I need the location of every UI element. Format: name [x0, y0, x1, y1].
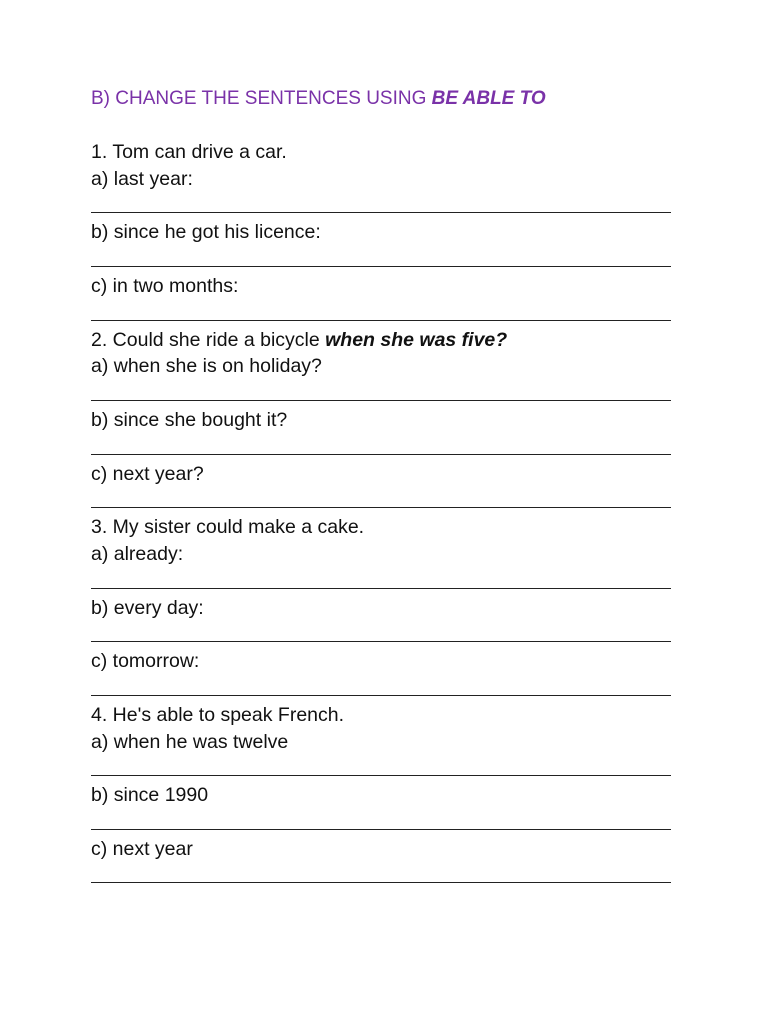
answer-rule — [91, 775, 671, 776]
answer-line[interactable] — [91, 246, 671, 273]
question-item: c) tomorrow: — [91, 650, 200, 673]
question-item: c) in two months: — [91, 274, 239, 297]
question-text: 4. He's able to speak French. — [91, 703, 345, 726]
question-prompt — [91, 514, 671, 541]
question-item: c) next year? — [91, 462, 204, 485]
answer-rule — [91, 266, 671, 267]
question-text: 2. Could she ride a bicycle — [91, 328, 326, 351]
question-emphasis: when she was five? — [325, 328, 508, 351]
answer-line[interactable] — [91, 568, 671, 595]
worksheet — [91, 85, 671, 889]
question-block — [91, 139, 671, 327]
question-block — [91, 702, 671, 890]
answer-rule — [91, 588, 671, 589]
answer-rule — [91, 882, 671, 883]
question-prompt — [91, 139, 671, 166]
heading-instruction: B) CHANGE THE SENTENCES USING — [91, 88, 432, 109]
answer-line[interactable] — [91, 434, 671, 461]
question-block — [91, 514, 671, 702]
answer-rule — [91, 212, 671, 213]
question-item: c) next year — [91, 837, 193, 860]
answer-rule — [91, 641, 671, 642]
question-item: b) since she bought it? — [91, 408, 288, 431]
answer-rule — [91, 320, 671, 321]
answer-rule — [91, 400, 671, 401]
question-item: a) when he was twelve — [91, 730, 289, 753]
answer-line[interactable] — [91, 755, 671, 782]
answer-line[interactable] — [91, 621, 671, 648]
answer-line[interactable] — [91, 380, 671, 407]
answer-line[interactable] — [91, 863, 671, 890]
question-item: a) already: — [91, 542, 184, 565]
question-text: 1. Tom can drive a car. — [91, 141, 287, 163]
question-text: 3. My sister could make a cake. — [91, 516, 365, 539]
answer-line[interactable] — [91, 809, 671, 836]
question-item: a) last year: — [91, 167, 193, 190]
section-heading — [91, 85, 671, 113]
question-item: b) since he got his licence: — [91, 221, 321, 244]
answer-line[interactable] — [91, 300, 671, 327]
heading-emphasis: BE ABLE TO — [431, 88, 546, 109]
answer-line[interactable] — [91, 675, 671, 702]
question-prompt — [91, 327, 671, 354]
question-block — [91, 327, 671, 515]
question-item: a) when she is on holiday? — [91, 355, 322, 378]
answer-rule — [91, 829, 671, 830]
question-item: b) since 1990 — [91, 784, 209, 807]
question-prompt — [91, 702, 671, 729]
answer-line[interactable] — [91, 193, 671, 220]
answer-rule — [91, 695, 671, 696]
answer-rule — [91, 454, 671, 455]
answer-line[interactable] — [91, 487, 671, 514]
answer-rule — [91, 507, 671, 508]
question-item: b) every day: — [91, 596, 204, 619]
